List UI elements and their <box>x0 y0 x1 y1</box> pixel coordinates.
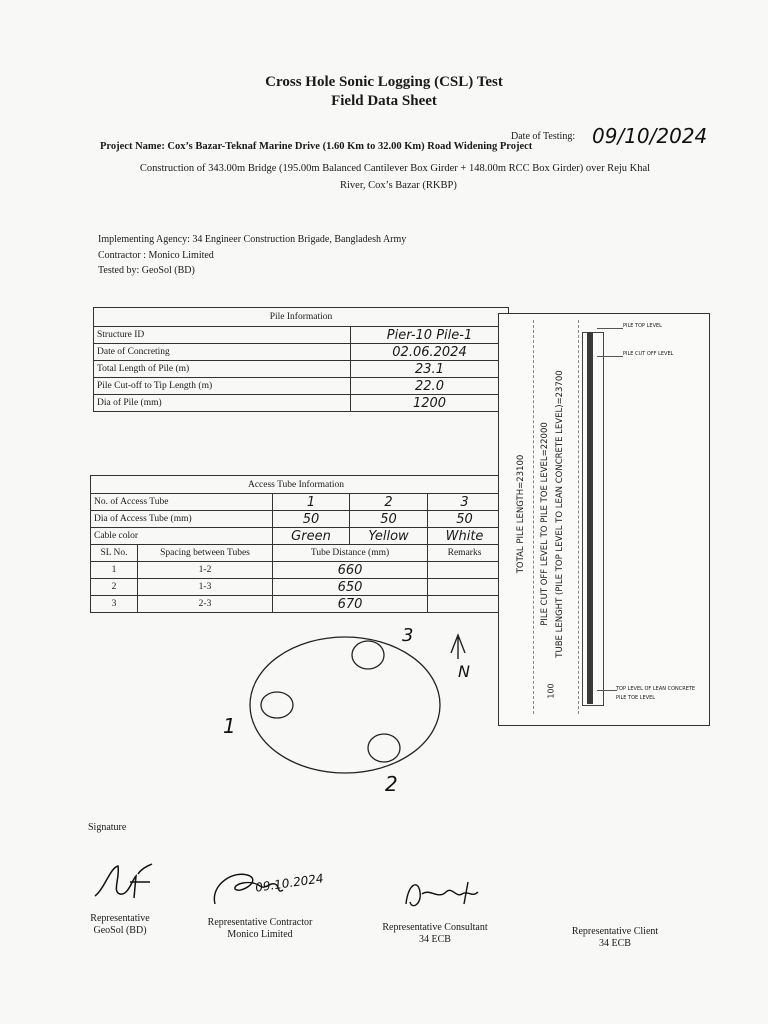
access-tube-heading: Access Tube Information <box>91 476 502 494</box>
cable-color: Yellow <box>349 528 427 545</box>
remarks-cell <box>428 562 502 579</box>
table-row <box>94 361 509 378</box>
pile-dia-value: 1200 <box>351 395 509 412</box>
spacing-cell: 2-3 <box>138 596 273 613</box>
tube-1-label: 1 <box>223 714 236 738</box>
table-row <box>94 344 509 361</box>
distance-cell: 670 <box>273 596 428 613</box>
construction-line-2: River, Cox’s Bazar (RKBP) <box>340 180 457 191</box>
client-line-1: Representative Client <box>571 926 659 937</box>
table-row <box>91 596 502 613</box>
implementing-agency: Implementing Agency: 34 Engineer Construction Brigade, Bangladesh Army <box>98 234 407 245</box>
north-label: N <box>458 662 470 681</box>
sl-cell: 3 <box>91 596 138 613</box>
spacing-cell: 1-3 <box>138 579 273 596</box>
contractor-line-1: Representative Contractor <box>207 917 313 928</box>
consultant-rep <box>370 922 500 946</box>
access-tube-line <box>587 332 593 704</box>
structure-id-value: Pier-10 Pile-1 <box>351 327 509 344</box>
geosol-rep <box>80 913 160 937</box>
consultant-line-1: Representative Consultant <box>382 922 488 933</box>
consultant-line-2: 34 ECB <box>419 934 451 945</box>
table-row <box>91 579 502 596</box>
distance-cell: 650 <box>273 579 428 596</box>
table-row <box>91 511 502 528</box>
cutoff-length-value: 22.0 <box>351 378 509 395</box>
row-label: Date of Concreting <box>94 344 351 361</box>
pile-top-label: PILE TOP LEVEL <box>623 323 662 329</box>
tube-number: 2 <box>349 494 427 511</box>
table-row <box>94 378 509 395</box>
tested-by: Tested by: GeoSol (BD) <box>98 265 195 276</box>
dim-100-label: 100 <box>546 683 556 699</box>
construction-line-1: Construction of 343.00m Bridge (195.00m Balanced Cantilever Box Girder + 148.00m RCC Box Girder) over Reju Khal <box>139 163 651 174</box>
north-arrow-icon <box>451 635 465 659</box>
sl-cell: 2 <box>91 579 138 596</box>
table-header-row <box>91 545 502 562</box>
sl-cell: 1 <box>91 562 138 579</box>
table-row <box>94 395 509 412</box>
contractor-rep <box>195 917 325 941</box>
tube-length-dim: TUBE LENGHT (PILE TOP LEVEL TO LEAN CONCRETE LEVEL)=23700 <box>555 370 565 658</box>
tube-number: 3 <box>428 494 502 511</box>
row-label: Pile Cut-off to Tip Length (m) <box>94 378 351 395</box>
geosol-line-2: GeoSol (BD) <box>93 925 147 936</box>
pile-info-heading: Pile Information <box>94 308 509 327</box>
contractor-line-2: Monico Limited <box>227 929 293 940</box>
remarks-cell <box>428 596 502 613</box>
row-label: Dia of Pile (mm) <box>94 395 351 412</box>
sheet-subtitle: Field Data Sheet <box>331 93 437 109</box>
concreting-date-value: 02.06.2024 <box>351 344 509 361</box>
table-row <box>94 327 509 344</box>
pile-plan-sketch <box>240 625 470 785</box>
pile-elevation-panel <box>498 313 710 726</box>
contractor-sign-date: 09.10.2024 <box>254 871 325 895</box>
column-header: Spacing between Tubes <box>138 545 273 562</box>
tube-number: 1 <box>273 494 350 511</box>
lean-concrete-label: TOP LEVEL OF LEAN CONCRETE <box>616 686 696 692</box>
sheet-title: Cross Hole Sonic Logging (CSL) Test <box>265 74 503 90</box>
pile-outline <box>250 637 440 773</box>
cable-color: White <box>428 528 502 545</box>
client-line-2: 34 ECB <box>599 938 631 949</box>
tube-3-circle <box>352 641 384 669</box>
tube-3-label: 3 <box>402 625 414 646</box>
tube-dia: 50 <box>349 511 427 528</box>
access-tube-table <box>90 475 502 613</box>
client-rep <box>560 926 670 950</box>
project-name: Project Name: Cox’s Bazar-Teknaf Marine Drive (1.60 Km to 32.00 Km) Road Widening Project <box>100 141 533 152</box>
cutoff-to-toe-dim: PILE CUT OFF LEVEL TO PILE TOE LEVEL=22000 <box>540 422 550 626</box>
signature-heading: Signature <box>88 822 127 833</box>
pile-top-tick <box>597 328 623 329</box>
tube-1-circle <box>261 692 293 718</box>
pile-toe-label: PILE TOE LEVEL <box>616 695 656 701</box>
column-header: Tube Distance (mm) <box>273 545 428 562</box>
consultant-signature <box>398 874 498 919</box>
spacing-cell: 1-2 <box>138 562 273 579</box>
geosol-signature <box>90 858 160 908</box>
tube-2-circle <box>368 734 400 762</box>
table-row <box>91 528 502 545</box>
date-label: Date of Testing: <box>511 131 576 142</box>
cut-off-tick <box>597 356 623 357</box>
row-label: Total Length of Pile (m) <box>94 361 351 378</box>
lean-concrete-tick <box>597 690 617 691</box>
row-label: No. of Access Tube <box>91 494 273 511</box>
pile-info-table <box>93 307 509 412</box>
pile-length-value: 23.1 <box>351 361 509 378</box>
table-row <box>91 494 502 511</box>
table-row <box>91 562 502 579</box>
row-label: Dia of Access Tube (mm) <box>91 511 273 528</box>
cut-off-label: PILE CUT OFF LEVEL <box>623 351 674 357</box>
cable-color: Green <box>273 528 350 545</box>
distance-cell: 660 <box>273 562 428 579</box>
row-label: Cable color <box>91 528 273 545</box>
geosol-line-1: Representative <box>90 913 150 924</box>
date-value: 09/10/2024 <box>592 124 708 148</box>
row-label: Structure ID <box>94 327 351 344</box>
contractor: Contractor : Monico Limited <box>98 250 214 261</box>
column-header: SL No. <box>91 545 138 562</box>
tube-dia: 50 <box>273 511 350 528</box>
remarks-cell <box>428 579 502 596</box>
tube-2-label: 2 <box>385 772 398 796</box>
tube-dia: 50 <box>428 511 502 528</box>
pile-shaft <box>582 332 604 706</box>
column-header: Remarks <box>428 545 502 562</box>
total-length-dim: TOTAL PILE LENGTH=23100 <box>516 454 526 574</box>
